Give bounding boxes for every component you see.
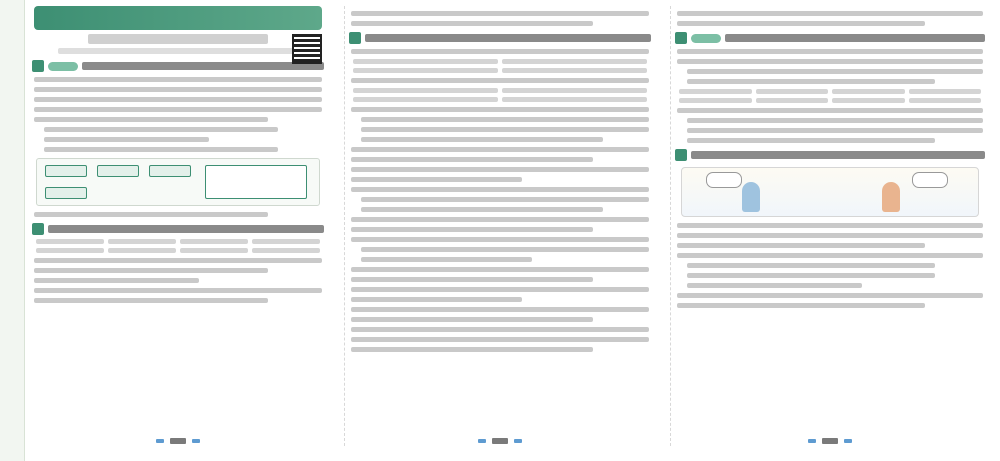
text-line	[687, 138, 935, 143]
text-line	[687, 69, 983, 74]
page-middle	[344, 6, 655, 446]
choice-option	[353, 68, 498, 73]
text-line	[34, 258, 322, 263]
page-left	[28, 6, 328, 446]
word-options-grid	[36, 239, 320, 253]
text-line	[677, 11, 983, 16]
text-line	[687, 118, 983, 123]
diagram-box	[45, 165, 87, 177]
text-line	[677, 253, 983, 258]
text-line	[351, 11, 649, 16]
text-line	[351, 337, 649, 342]
section-number-badge	[32, 223, 44, 235]
diagram-box	[45, 187, 87, 199]
word-option	[180, 248, 248, 253]
word-option	[108, 248, 176, 253]
text-line	[687, 283, 862, 288]
text-line	[677, 21, 925, 26]
text-line	[34, 298, 268, 303]
flow-diagram	[36, 158, 320, 206]
choice-option	[353, 88, 498, 93]
text-line	[351, 327, 649, 332]
text-line	[44, 147, 278, 152]
text-line	[34, 212, 268, 217]
text-line	[44, 137, 209, 142]
word-option	[180, 239, 248, 244]
page-footer	[28, 436, 328, 446]
text-line	[34, 117, 268, 122]
choice-option	[909, 89, 982, 94]
section-header	[675, 149, 985, 161]
text-line	[351, 267, 649, 272]
next-arrow-icon	[844, 439, 852, 443]
choice-option	[502, 88, 647, 93]
exam-subtitle	[88, 34, 268, 44]
prev-arrow-icon	[808, 439, 816, 443]
page-footer	[671, 436, 989, 446]
section-title	[725, 34, 985, 42]
text-line	[361, 117, 649, 122]
word-option	[252, 248, 320, 253]
text-line	[351, 297, 522, 302]
choice-option	[502, 97, 647, 102]
choice-option	[832, 98, 905, 103]
text-line	[677, 243, 925, 248]
text-line	[351, 157, 593, 162]
text-line	[34, 288, 322, 293]
choice-option	[909, 98, 982, 103]
text-line	[351, 277, 593, 282]
text-line	[44, 127, 278, 132]
text-line	[351, 237, 649, 242]
text-line	[361, 127, 649, 132]
diagram-box	[149, 165, 191, 177]
page-number	[492, 438, 508, 444]
text-line	[361, 207, 603, 212]
section-title	[48, 225, 324, 233]
text-line	[677, 293, 983, 298]
qr-code-icon	[292, 34, 322, 64]
text-line	[361, 137, 603, 142]
section-header	[675, 32, 985, 44]
text-line	[351, 307, 649, 312]
section-title	[691, 151, 985, 159]
text-line	[677, 108, 983, 113]
word-option	[36, 239, 104, 244]
choice-option	[353, 97, 498, 102]
text-line	[677, 303, 925, 308]
text-line	[687, 79, 935, 84]
page-number	[822, 438, 838, 444]
text-line	[34, 87, 322, 92]
next-arrow-icon	[192, 439, 200, 443]
speech-bubble	[912, 172, 948, 188]
text-line	[351, 217, 649, 222]
section-title	[365, 34, 651, 42]
text-line	[34, 278, 199, 283]
choice-option	[679, 89, 752, 94]
text-line	[361, 257, 532, 262]
text-line	[34, 268, 268, 273]
choice-option	[832, 89, 905, 94]
text-line	[34, 97, 322, 102]
text-line	[351, 317, 593, 322]
person-figure-icon	[742, 182, 760, 212]
choice-options	[353, 88, 647, 102]
page-footer	[345, 436, 655, 446]
section-tag	[48, 62, 78, 71]
text-line	[677, 49, 983, 54]
text-line	[351, 167, 649, 172]
text-line	[677, 233, 983, 238]
choice-option	[502, 59, 647, 64]
text-line	[351, 21, 593, 26]
text-line	[677, 223, 983, 228]
speech-bubble	[706, 172, 742, 188]
person-figure-icon	[882, 182, 900, 212]
exam-title-banner	[34, 6, 322, 30]
text-line	[351, 347, 593, 352]
text-line	[34, 77, 322, 82]
next-arrow-icon	[514, 439, 522, 443]
page-number	[170, 438, 186, 444]
text-line	[687, 128, 983, 133]
exam-info-line	[58, 48, 298, 54]
section-number-badge	[349, 32, 361, 44]
text-line	[687, 263, 935, 268]
choice-options	[679, 89, 981, 103]
section-number-badge	[32, 60, 44, 72]
section-tag	[691, 34, 721, 43]
choice-option	[502, 68, 647, 73]
choice-option	[756, 89, 829, 94]
text-line	[351, 49, 649, 54]
section-header	[32, 60, 324, 72]
text-line	[677, 59, 983, 64]
prev-arrow-icon	[478, 439, 486, 443]
binding-edge-rail	[0, 0, 25, 461]
word-option	[36, 248, 104, 253]
text-line	[361, 247, 649, 252]
text-line	[351, 177, 522, 182]
section-number-badge	[675, 149, 687, 161]
section-number-badge	[675, 32, 687, 44]
page-right	[670, 6, 989, 446]
choice-option	[679, 98, 752, 103]
word-option	[108, 239, 176, 244]
material-illustration	[681, 167, 979, 217]
choice-option	[353, 59, 498, 64]
text-line	[351, 187, 649, 192]
prev-arrow-icon	[156, 439, 164, 443]
section-header	[349, 32, 651, 44]
diagram-box	[97, 165, 139, 177]
word-option	[252, 239, 320, 244]
choice-option	[756, 98, 829, 103]
text-line	[361, 197, 649, 202]
text-line	[351, 287, 649, 292]
choice-options	[353, 59, 647, 73]
section-title	[82, 62, 324, 70]
text-line	[351, 227, 593, 232]
text-line	[34, 107, 322, 112]
text-line	[351, 147, 649, 152]
text-line	[351, 78, 649, 83]
diagram-answer-box	[205, 165, 307, 199]
text-line	[687, 273, 935, 278]
section-header	[32, 223, 324, 235]
text-line	[351, 107, 649, 112]
